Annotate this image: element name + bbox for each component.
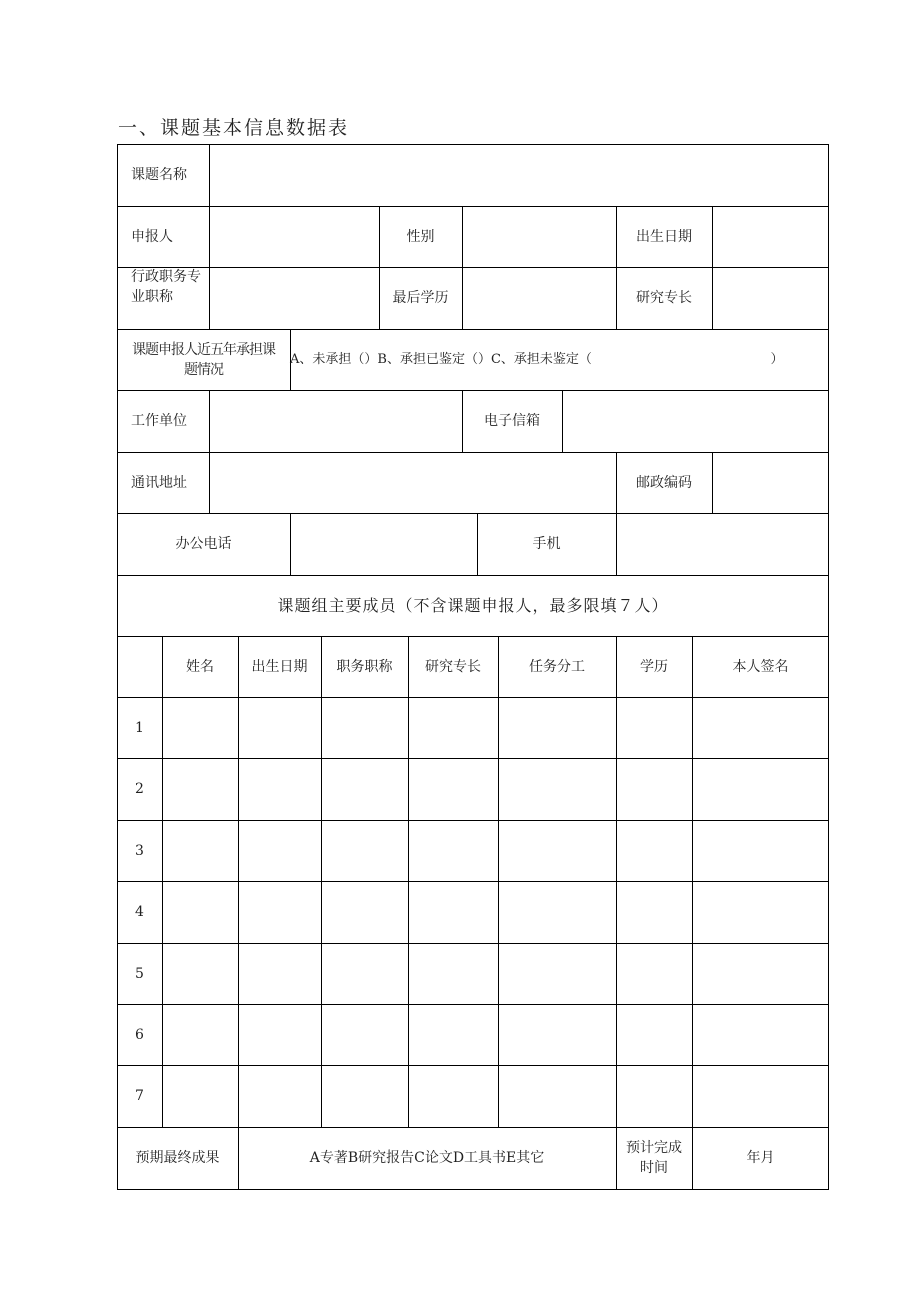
- project-history-options: A、未承担（）B、承担已鉴定（）C、承担未鉴定（: [290, 351, 592, 367]
- member-row-number: 1: [135, 719, 144, 736]
- email-field[interactable]: [563, 391, 828, 452]
- member-header-specialty: 研究专长: [425, 658, 481, 675]
- specialty-label: 研究专长: [636, 290, 692, 306]
- member-row-number: 4: [135, 904, 144, 920]
- project-history-label-line2: 题情况: [184, 361, 223, 378]
- postcode-label: 邮政编码: [636, 474, 692, 491]
- member-header-position: 职务职称: [336, 658, 393, 675]
- position-title-label-line2: 业职称: [131, 289, 173, 305]
- member-row-number: 3: [135, 842, 144, 859]
- completion-time-label: [616, 1127, 692, 1189]
- specialty-field[interactable]: [713, 268, 828, 329]
- completion-time-value[interactable]: 年月: [746, 1150, 775, 1166]
- member-header-task: 任务分工: [529, 658, 585, 675]
- office-phone-label: 办公电话: [175, 536, 232, 552]
- outcome-label: 预期最终成果: [135, 1150, 220, 1166]
- education-label: 最后学历: [392, 290, 449, 306]
- member-header-name: 姓名: [186, 658, 214, 675]
- mobile-field[interactable]: [617, 514, 828, 575]
- office-phone-field[interactable]: [291, 514, 477, 575]
- page-title: 一、课题基本信息数据表: [118, 117, 350, 139]
- education-field[interactable]: [463, 268, 616, 329]
- title-field[interactable]: [210, 145, 828, 206]
- member-header-education: 学历: [640, 658, 668, 675]
- applicant-label: 申报人: [131, 228, 173, 245]
- applicant-field[interactable]: [210, 207, 379, 267]
- project-history-label-line1: 课题申报人近五年承担课: [132, 341, 275, 358]
- members-section-title: 课题组主要成员（不含课题申报人，最多限填７人）: [277, 595, 669, 615]
- gender-label: 性别: [406, 228, 435, 245]
- email-label: 电子信箱: [484, 413, 540, 429]
- member-row-number: 5: [135, 965, 144, 982]
- title-label: 课题名称: [131, 167, 187, 183]
- member-row-number: 2: [135, 781, 144, 797]
- gender-field[interactable]: [463, 207, 616, 267]
- position-title-label: [117, 267, 209, 329]
- mobile-label: 手机: [532, 536, 561, 552]
- workplace-label: 工作单位: [131, 413, 187, 429]
- completion-time-label-line1: 预计完成: [626, 1140, 682, 1156]
- member-header-signature: 本人签名: [732, 658, 789, 675]
- postcode-field[interactable]: [713, 453, 828, 513]
- project-info-form: [117, 144, 829, 1190]
- project-history-close-paren: ）: [770, 351, 784, 367]
- completion-time-label-line2: 时间: [640, 1160, 668, 1176]
- outcome-options: A专著B研究报告C论文D工具书E其它: [309, 1150, 545, 1166]
- address-label: 通讯地址: [131, 474, 187, 491]
- birth-date-label: 出生日期: [636, 228, 692, 245]
- project-history-label: [117, 329, 290, 390]
- member-row-number: 6: [135, 1026, 144, 1043]
- position-title-label-line1: 行政职务专: [131, 269, 201, 285]
- position-title-field[interactable]: [210, 268, 379, 329]
- member-row-number: 7: [135, 1088, 144, 1104]
- workplace-field[interactable]: [210, 391, 462, 452]
- address-field[interactable]: [210, 453, 616, 513]
- member-header-birth-date: 出生日期: [251, 658, 308, 675]
- birth-date-field[interactable]: [713, 207, 828, 267]
